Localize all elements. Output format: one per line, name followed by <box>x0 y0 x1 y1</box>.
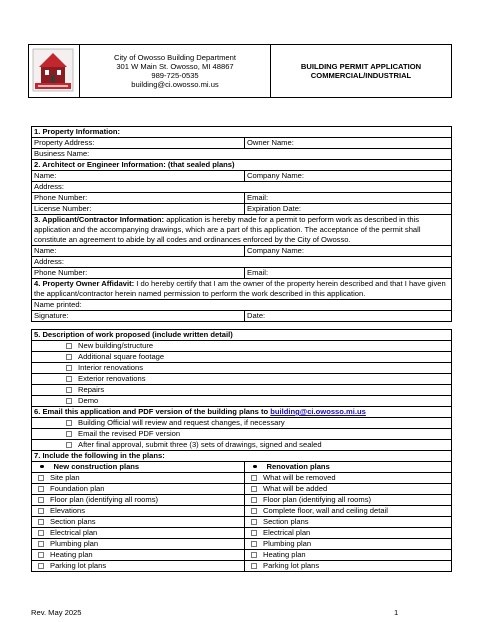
plan-item: Plumbing plan <box>245 539 452 550</box>
date-field[interactable]: Date: <box>245 311 452 322</box>
checkbox[interactable] <box>66 431 72 437</box>
plan-item: Plumbing plan <box>32 539 245 550</box>
plan-item: What will be added <box>245 484 452 495</box>
checkbox[interactable] <box>251 541 257 547</box>
checkbox[interactable] <box>66 420 72 426</box>
email-step: After final approval, submit three (3) sets of drawings, signed and sealed <box>32 440 452 451</box>
architect-email-field[interactable]: Email: <box>245 193 452 204</box>
building-email-link[interactable]: building@ci.owosso.mi.us <box>270 407 366 416</box>
work-item: New building/structure <box>32 341 452 352</box>
applicant-name-field[interactable]: Name: <box>32 246 245 257</box>
checkbox[interactable] <box>251 486 257 492</box>
business-name-field[interactable]: Business Name: <box>32 149 452 160</box>
department-info-cell <box>80 45 271 98</box>
checkbox[interactable] <box>66 387 72 393</box>
form-subtitle: COMMERCIAL/INDUSTRIAL <box>310 71 412 80</box>
form-title: BUILDING PERMIT APPLICATION <box>300 62 422 71</box>
plan-item: Parking lot plans <box>245 561 452 572</box>
checkbox[interactable] <box>251 563 257 569</box>
work-item: Demo <box>32 396 452 407</box>
applicant-phone-field[interactable]: Phone Number: <box>32 268 245 279</box>
applicant-info-table <box>31 126 452 322</box>
plan-item: What will be removed <box>245 473 452 484</box>
checkbox[interactable] <box>251 508 257 514</box>
plan-item: Electrical plan <box>32 528 245 539</box>
architect-phone-field[interactable]: Phone Number: <box>32 193 245 204</box>
section-5-heading: 5. Description of work proposed (include written detail) <box>32 330 452 341</box>
owner-name-field[interactable]: Owner Name: <box>245 138 452 149</box>
checkbox[interactable] <box>38 519 44 525</box>
bullet-icon <box>253 465 257 469</box>
plan-item: Parking lot plans <box>32 561 245 572</box>
plan-item: Elevations <box>32 506 245 517</box>
plan-item: Floor plan (identifying all rooms) <box>245 495 452 506</box>
expiration-date-field[interactable]: Expiration Date: <box>245 204 452 215</box>
checkbox[interactable] <box>66 354 72 360</box>
work-item: Interior renovations <box>32 363 452 374</box>
applicant-address-field[interactable]: Address: <box>32 257 452 268</box>
plan-item: Section plans <box>32 517 245 528</box>
department-phone: 989-725-0535 <box>151 71 199 80</box>
section-3-statement <box>32 215 452 246</box>
checkbox[interactable] <box>38 508 44 514</box>
city-seal-logo <box>29 45 77 95</box>
section-4-statement <box>32 279 452 300</box>
checkbox[interactable] <box>38 541 44 547</box>
checkbox[interactable] <box>251 519 257 525</box>
name-printed-field[interactable]: Name printed: <box>32 300 452 311</box>
plan-item: Floor plan (identifying all rooms) <box>32 495 245 506</box>
bullet-icon <box>40 465 44 469</box>
renovation-heading: Renovation plans <box>245 462 452 473</box>
revision-date: Rev. May 2025 <box>31 608 82 617</box>
work-item: Additional square footage <box>32 352 452 363</box>
checkbox[interactable] <box>66 343 72 349</box>
section-1-heading: 1. Property Information: <box>32 127 452 138</box>
section-3-text: application is hereby made for a permit to perform work as described in this application and the accompanying drawings, which are a part of this application. The acceptance of the permit shall constitute an agreement to abide by all codes and ordinances enforced by the City of Owosso. <box>34 215 421 244</box>
email-step: Email the revised PDF version <box>32 429 452 440</box>
department-name: City of Owosso Building Department <box>114 53 236 62</box>
checkbox[interactable] <box>251 552 257 558</box>
section-6-heading: 6. Email this application and PDF version of the building plans to building@ci.owosso.mi.us <box>32 407 452 418</box>
work-item: Repairs <box>32 385 452 396</box>
section-7-heading: 7. Include the following in the plans: <box>32 451 452 462</box>
department-address: 301 W Main St. Owosso, MI 48867 <box>116 62 234 71</box>
checkbox[interactable] <box>66 398 72 404</box>
email-step: Building Official will review and request changes, if necessary <box>32 418 452 429</box>
section-2-heading: 2. Architect or Engineer Information: (that sealed plans) <box>32 160 452 171</box>
checkbox[interactable] <box>66 376 72 382</box>
form-title-cell <box>271 45 452 98</box>
plan-item: Section plans <box>245 517 452 528</box>
checkbox[interactable] <box>38 486 44 492</box>
architect-company-field[interactable]: Company Name: <box>245 171 452 182</box>
department-email: building@ci.owosso.mi.us <box>131 80 219 89</box>
plan-item: Heating plan <box>245 550 452 561</box>
signature-field[interactable]: Signature: <box>32 311 245 322</box>
checkbox[interactable] <box>251 530 257 536</box>
applicant-email-field[interactable]: Email: <box>245 268 452 279</box>
property-address-field[interactable]: Property Address: <box>32 138 245 149</box>
checkbox[interactable] <box>38 552 44 558</box>
checkbox[interactable] <box>38 530 44 536</box>
architect-name-field[interactable]: Name: <box>32 171 245 182</box>
work-plans-table <box>31 329 452 572</box>
work-item: Exterior renovations <box>32 374 452 385</box>
page-number: 1 <box>394 608 399 617</box>
checkbox[interactable] <box>38 563 44 569</box>
checkbox[interactable] <box>38 497 44 503</box>
checkbox[interactable] <box>251 497 257 503</box>
plan-item: Complete floor, wall and ceiling detail <box>245 506 452 517</box>
plan-item: Site plan <box>32 473 245 484</box>
license-number-field[interactable]: License Number: <box>32 204 245 215</box>
checkbox[interactable] <box>66 442 72 448</box>
checkbox[interactable] <box>38 475 44 481</box>
section-4-text: I do hereby certify that I am the owner of the property herein described and that I have given the applicant/contractor herein named permission to perform the work described in this application. <box>34 279 446 298</box>
plan-item: Electrical plan <box>245 528 452 539</box>
checkbox[interactable] <box>251 475 257 481</box>
applicant-company-field[interactable]: Company Name: <box>245 246 452 257</box>
header-table <box>28 44 452 98</box>
plan-item: Foundation plan <box>32 484 245 495</box>
architect-address-field[interactable]: Address: <box>32 182 452 193</box>
logo-cell <box>29 45 80 98</box>
section-3-heading: 3. Applicant/Contractor Information: <box>34 215 165 224</box>
section-4-heading: 4. Property Owner Affidavit: <box>34 279 135 288</box>
new-construction-heading: New construction plans <box>32 462 245 473</box>
plan-item: Heating plan <box>32 550 245 561</box>
checkbox[interactable] <box>66 365 72 371</box>
